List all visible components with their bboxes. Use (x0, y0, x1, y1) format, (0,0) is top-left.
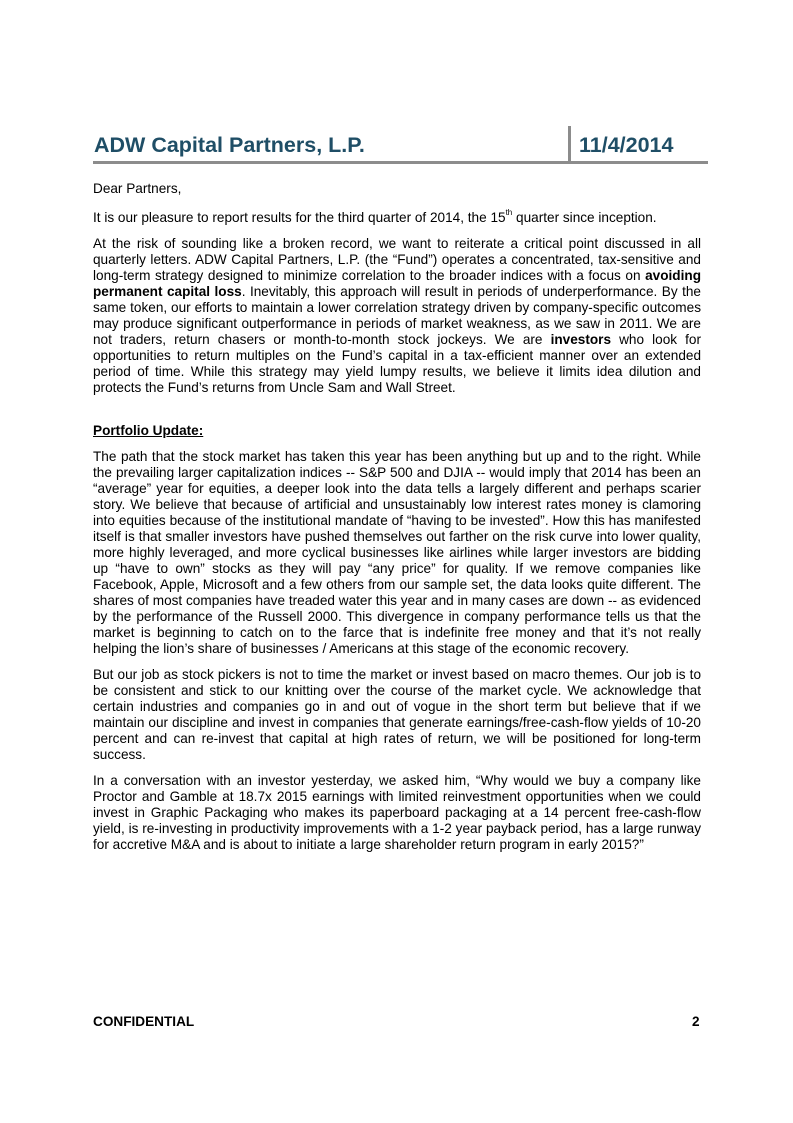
intro-text-end: quarter since inception. (512, 210, 657, 225)
intro-text: It is our pleasure to report results for the third quarter of 2014, the 15 (93, 210, 506, 225)
intro-superscript: th (505, 208, 513, 218)
fund-title: ADW Capital Partners, L.P. (94, 133, 365, 157)
header-horizontal-rule (93, 161, 708, 164)
header-vertical-divider (568, 126, 571, 163)
strategy-text-1: At the risk of sounding like a broken record, we want to reiterate a critical point discussed in all quarterly letters. ADW Capital Partners, L.P. (the “Fund”) operates a concentrated, tax-sensitive and long-term strategy designed to minimize correlation to the broader indices with a focus on (93, 236, 701, 283)
footer-confidential-label: CONFIDENTIAL (93, 1014, 195, 1029)
letter-body (93, 181, 701, 863)
market-paragraph: The path that the stock market has taken this year has been anything but up and to the right. While the prevailing larger capitalization indices -- S&P 500 and DJIA -- would imply that 2014 has been an “average” year for equities, a deeper look into the data tells a largely different and perhaps scarier story. We believe that because of artificial and unsustainably low interest rates money is clamoring into equities because of the institutional mandate of “having to be invested”. How this has manifested itself is that smaller investors have pushed themselves out farther on the risk curve into lower quality, more highly leveraged, and more cyclical businesses like airlines while larger investors are bidding up “have to own” stocks as they will pay “any price” for quality. If we remove companies like Facebook, Apple, Microsoft and a few others from our sample set, the data looks quite different. The shares of most companies have treaded water this year and in many cases are down -- as evidenced by the performance of the Russell 2000. This divergence in company performance tells us that the market is beginning to catch on to the farce that is indefinite free money and that it’s not really helping the lion’s share of businesses / Americans at this stage of the economic recovery. (93, 449, 701, 656)
strategy-emphasis-capital-loss: avoiding permanent capital loss (93, 268, 701, 299)
strategy-text-3: who look for opportunities to return multiples on the Fund’s capital in a tax-efficient manner over an extended period of time. While this strategy may yield lumpy results, we believe it limits idea dilution and protects the Fund’s returns from Uncle Sam and Wall Street. (93, 332, 701, 395)
greeting: Dear Partners, (93, 181, 182, 196)
intro-paragraph (93, 210, 701, 226)
section-heading-portfolio-update: Portfolio Update: (93, 423, 204, 438)
strategy-emphasis-investors: investors (550, 332, 612, 347)
discipline-paragraph: But our job as stock pickers is not to time the market or invest based on macro themes. Our job is to be consistent and stick to our knitting over the course of the market cycle. We acknowledge that certain industries and companies go in and out of vogue in the short term but believe that if we maintain our discipline and invest in companies that generate earnings/free-cash-flow yields of 10-20 percent and can re-invest that capital at high rates of return, we will be positioned for long-term success. (93, 667, 701, 762)
strategy-paragraph (93, 236, 701, 396)
letter-date: 11/4/2014 (579, 133, 674, 157)
investor-conversation-paragraph: In a conversation with an investor yesterday, we asked him, “Why would we buy a company like Proctor and Gamble at 18.7x 2015 earnings with limited reinvestment opportunities when we could invest in Graphic Packaging who makes its paperboard packaging at a 14 percent free-cash-flow yield, is re-investing in productivity improvements with a 1-2 year payback period, has a large runway for accretive M&A and is about to initiate a large shareholder return program in early 2015?” (93, 773, 701, 852)
strategy-text-2: . Inevitably, this approach will result in periods of underperformance. By the same token, our efforts to maintain a lower correlation strategy driven by company-specific outcomes may produce significant outperformance in periods of market weakness, as we saw in 2011. We are not traders, return chasers or month-to-month stock jockeys. We are (93, 284, 701, 347)
footer-page-number: 2 (692, 1014, 700, 1029)
letter-header (93, 124, 708, 164)
